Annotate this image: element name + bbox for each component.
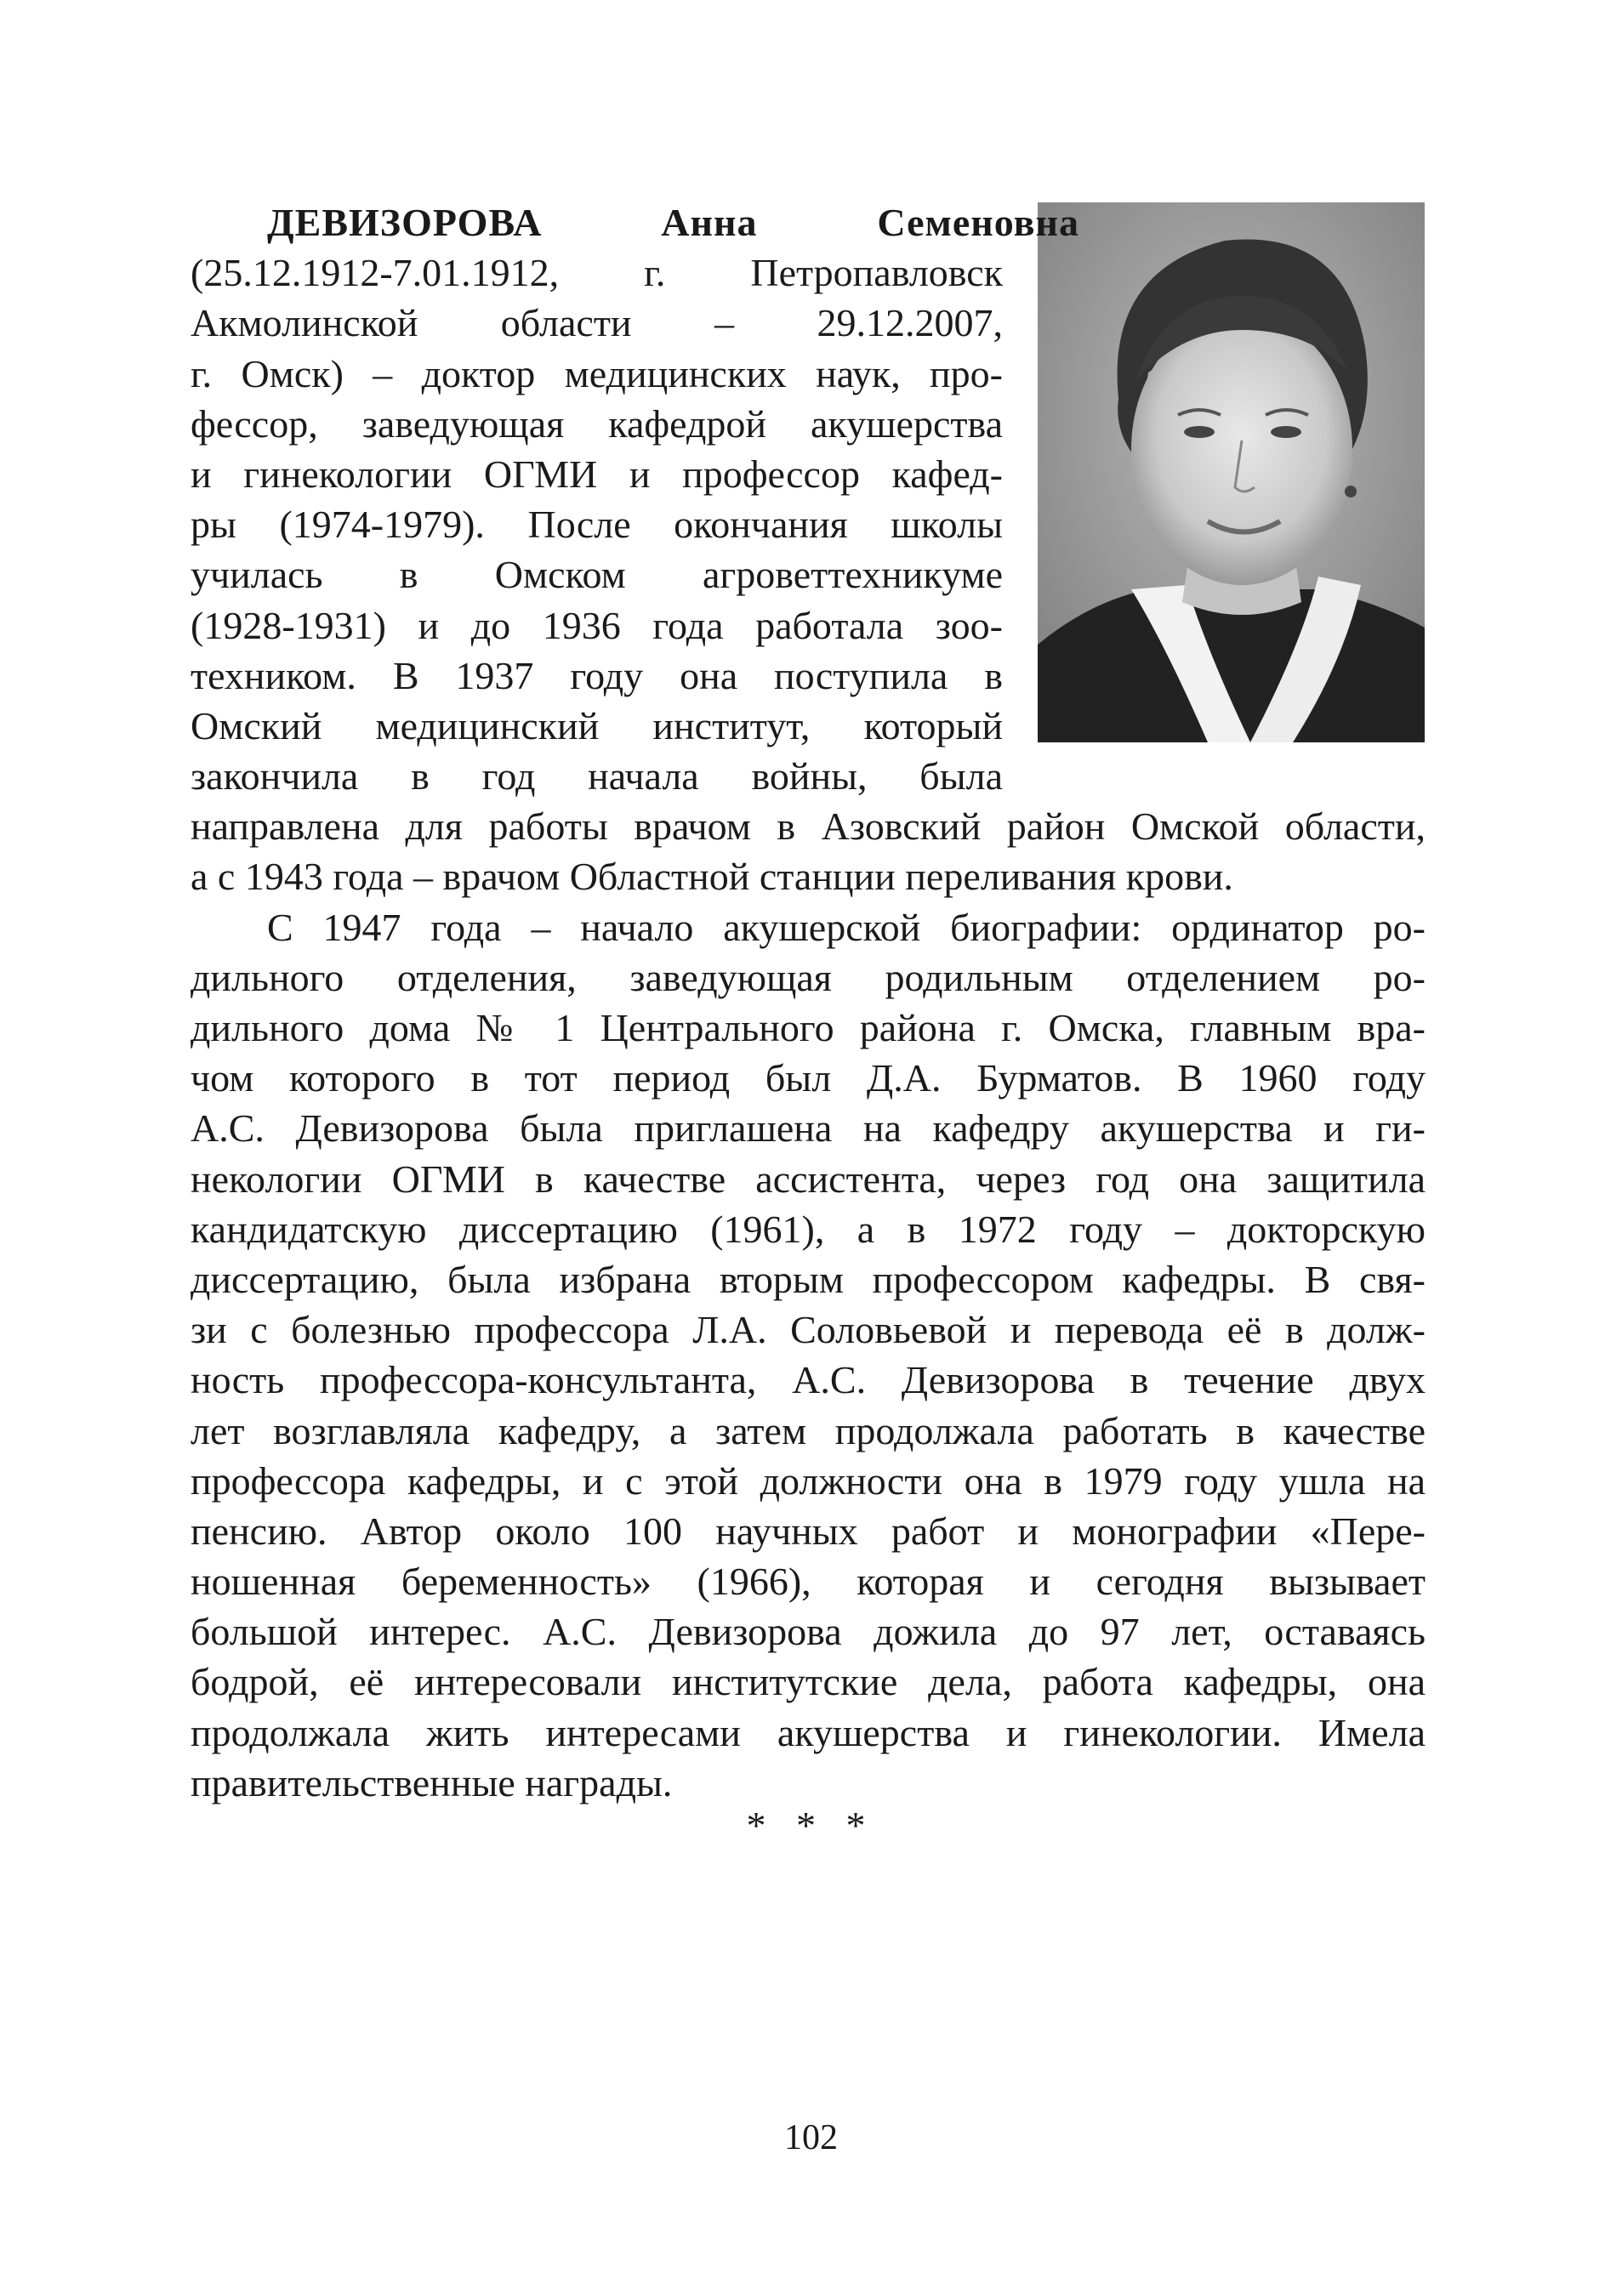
text-line: г. Омск) – доктор медицинских наук, про-	[191, 351, 1003, 395]
text-line: диссертацию, была избрана вторым профессором кафедры. В свя-	[191, 1257, 1426, 1301]
entry-given-names: Анна Семеновна	[661, 201, 1079, 244]
text-line: лет возглавляла кафедру, а затем продолжала работать в качестве	[191, 1408, 1426, 1452]
text-line: (25.12.1912-7.01.1912, г. Петропавловск	[191, 251, 1003, 295]
text-line: ры (1974-1979). После окончания школы	[191, 503, 1003, 547]
text-line: зи с болезнью профессора Л.А. Соловьевой и перевода её в долж-	[191, 1308, 1426, 1352]
text-line: большой интерес. А.С. Девизорова дожила до 97 лет, оставаясь	[191, 1610, 1426, 1654]
text-line: и гинекологии ОГМИ и профессор кафед-	[191, 452, 1003, 496]
text-line: профессора кафедры, и с этой должности она в 1979 году ушла на	[191, 1458, 1426, 1503]
text-line: А.С. Девизорова была приглашена на кафедру акушерства и ги-	[191, 1106, 1426, 1151]
text-line: закончила в год начала войны, была	[191, 754, 1003, 798]
text-line: ность профессора-консультанта, А.С. Девизорова в течение двух	[191, 1358, 1426, 1402]
text-line: техником. В 1937 году она поступила в	[191, 653, 1003, 697]
page-number: 102	[784, 2118, 838, 2157]
text-line: пенсию. Автор около 100 научных работ и монографии «Пере-	[191, 1509, 1426, 1553]
article-body	[191, 197, 1426, 1808]
text-line: дильного отделения, заведующая родильным отделением ро-	[191, 955, 1426, 999]
text-line: фессор, заведующая кафедрой акушерства	[191, 401, 1003, 446]
text-line: Омский медицинский институт, который	[191, 703, 1003, 747]
text-line: дильного дома № 1 Центрального района г. Омска, главным вра-	[191, 1006, 1426, 1049]
text-line: бодрой, её интересовали институтские дела, работа кафедры, она	[191, 1660, 1426, 1704]
text-line: училась в Омском агроветтехникуме	[191, 553, 1003, 597]
text-line: а с 1943 года – врачом Областной станции переливания крови.	[191, 855, 1233, 899]
text-line: продолжала жить интересами акушерства и гинекологии. Имела	[191, 1710, 1426, 1754]
text-line: кандидатскую диссертацию (1961), а в 1972 году – докторскую	[191, 1207, 1426, 1251]
text-line: ношенная беременность» (1966), которая и сегодня вызывает	[191, 1560, 1426, 1604]
text-line: правительственные награды.	[191, 1760, 673, 1804]
text-line: (1928-1931) и до 1936 года работала зоо-	[191, 603, 1003, 647]
entry-surname: ДЕВИЗОРОВА	[267, 201, 543, 244]
text-line: Акмолинской области – 29.12.2007,	[191, 301, 1003, 345]
text-line: С 1947 года – начало акушерской биографии: ординатор ро-	[267, 905, 1426, 949]
text-line: некологии ОГМИ в качестве ассистента, через год она защитила	[191, 1157, 1426, 1201]
text-line: чом которого в тот период был Д.А. Бурматов. В 1960 году	[191, 1056, 1426, 1100]
entry-heading-line	[191, 197, 1079, 247]
text-line: направлена для работы врачом в Азовский район Омской области,	[191, 804, 1426, 849]
section-separator: * * *	[746, 1804, 876, 1847]
